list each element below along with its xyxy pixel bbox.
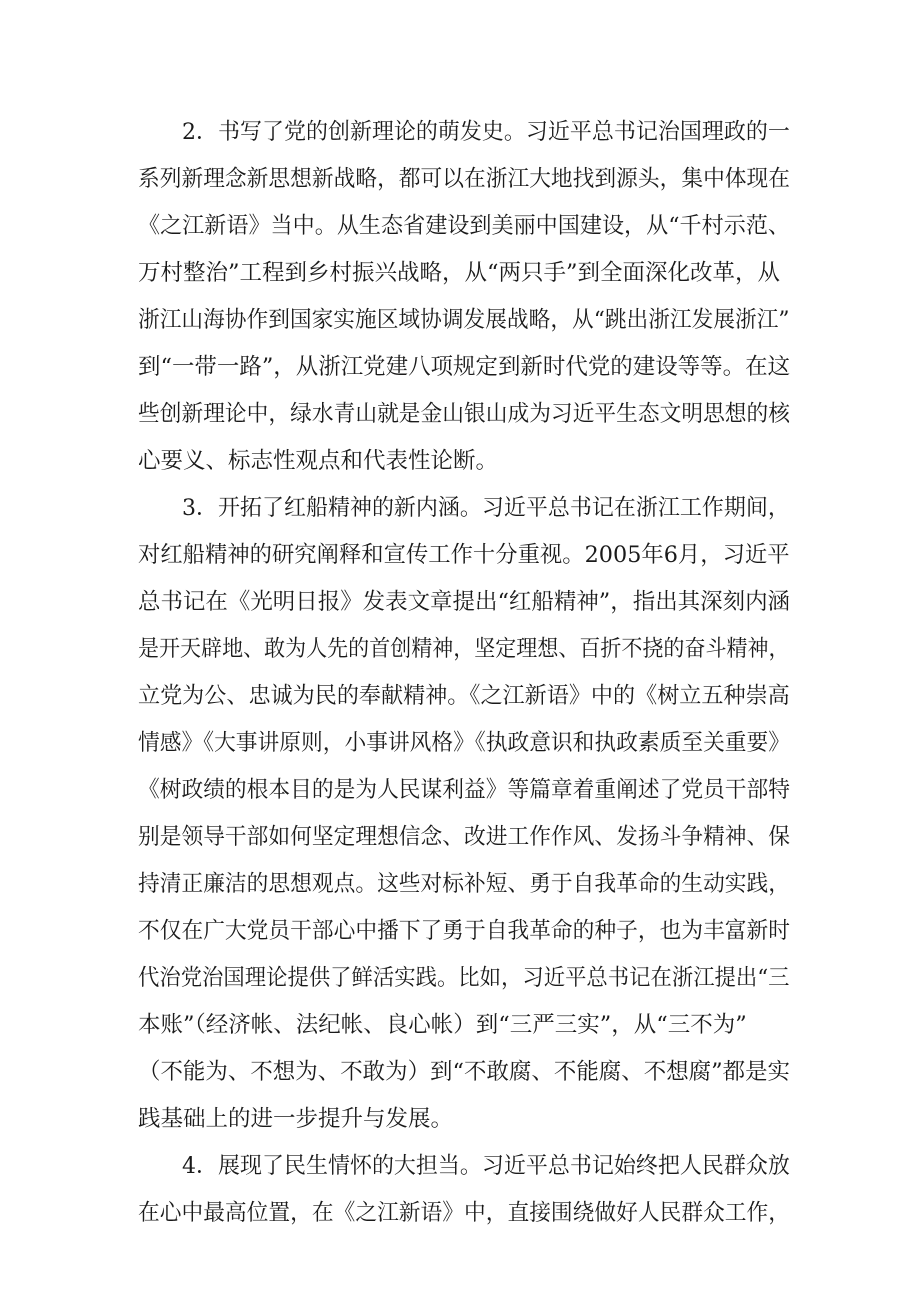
text-line: 践基础上的进一步提升与发展。 bbox=[138, 1106, 454, 1132]
text-line: 2．书写了党的创新理论的萌发史。习近平总书记治国理政的一 bbox=[182, 119, 790, 145]
text-line: 《树政绩的根本目的是为人民谋利益》等篇章着重阐述了党员干部特 bbox=[138, 777, 791, 803]
text-line: 是开天辟地、敢为人先的首创精神，坚定理想、百折不挠的奋斗精神， bbox=[138, 636, 790, 662]
text-line: 到“一带一路”，从浙江党建八项规定到新时代党的建设等等。在这 bbox=[138, 354, 791, 380]
text-line: 别是领导干部如何坚定理想信念、改进工作作风、发扬斗争精神、保 bbox=[138, 824, 791, 850]
text-line: 对红船精神的研究阐释和宣传工作十分重视。2005年6月，习近平 bbox=[138, 542, 790, 568]
text-line: 总书记在《光明日报》发表文章提出“红船精神”，指出其深刻内涵 bbox=[138, 589, 791, 615]
text-line: 在心中最高位置，在《之江新语》中，直接围绕做好人民群众工作， bbox=[138, 1200, 791, 1226]
text-line: 浙江山海协作到国家实施区域协调发展战略，从“跳出浙江发展浙江” bbox=[138, 307, 790, 333]
text-line: 不仅在广大党员干部心中播下了勇于自我革命的种子，也为丰富新时 bbox=[138, 918, 791, 944]
text-line: 持清正廉洁的思想观点。这些对标补短、勇于自我革命的生动实践， bbox=[138, 871, 791, 897]
text-line: 4．展现了民生情怀的大担当。习近平总书记始终把人民群众放 bbox=[182, 1153, 790, 1179]
text-line: 些创新理论中，绿水青山就是金山银山成为习近平生态文明思想的核 bbox=[138, 401, 791, 427]
text-line: 3．开拓了红船精神的新内涵。习近平总书记在浙江工作期间， bbox=[182, 495, 790, 521]
text-line: 系列新理念新思想新战略，都可以在浙江大地找到源头，集中体现在 bbox=[138, 166, 791, 192]
text-line: 本账”（经济帐、法纪帐、良心帐）到“三严三实”，从“三不为” bbox=[138, 1012, 747, 1038]
text-line: （不能为、不想为、不敢为）到“不敢腐、不能腐、不想腐”都是实 bbox=[138, 1059, 791, 1085]
text-line: 《之江新语》当中。从生态省建设到美丽中国建设，从“千村示范、 bbox=[138, 213, 791, 239]
text-line: 心要义、标志性观点和代表性论断。 bbox=[138, 448, 499, 474]
text-line: 情感》《大事讲原则，小事讲风格》《执政意识和执政素质至关重要》 bbox=[138, 730, 791, 756]
text-line: 立党为公、忠诚为民的奉献精神。《之江新语》中的《树立五种崇高 bbox=[138, 683, 790, 709]
text-line: 万村整治”工程到乡村振兴战略，从“两只手”到全面深化改革，从 bbox=[138, 260, 781, 286]
text-line: 代治党治国理论提供了鲜活实践。比如，习近平总书记在浙江提出“三 bbox=[138, 965, 790, 991]
